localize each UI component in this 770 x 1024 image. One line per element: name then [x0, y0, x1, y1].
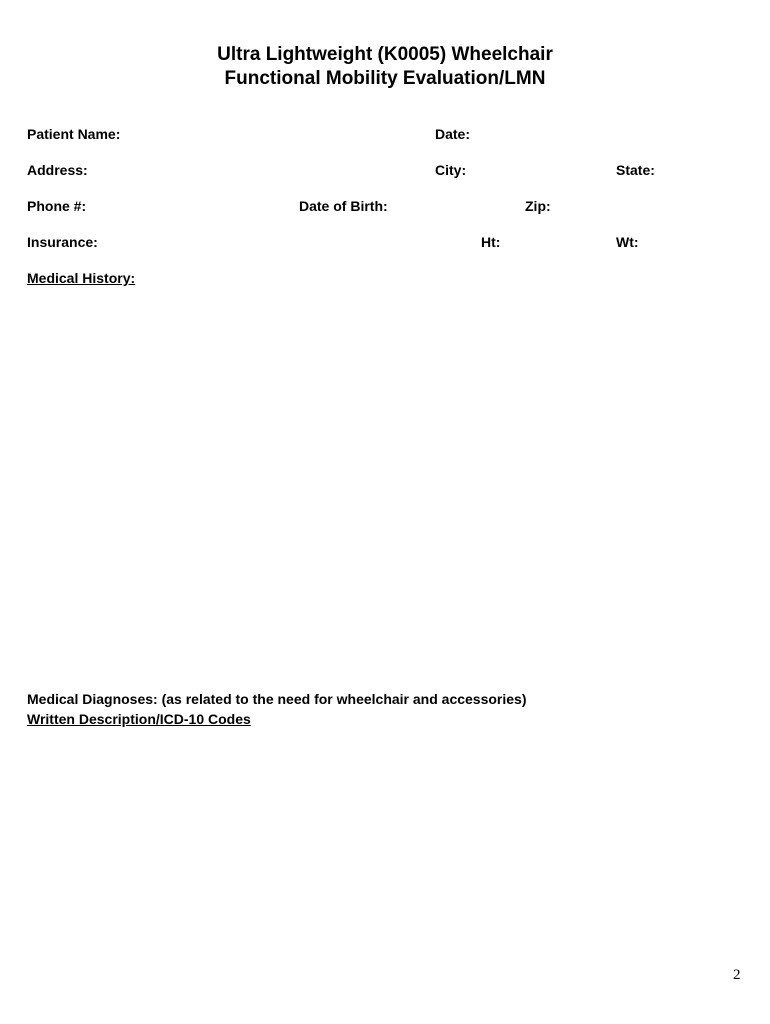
weight-label: Wt:	[616, 234, 639, 250]
city-label: City:	[435, 162, 467, 178]
written-description-heading: Written Description/ICD-10 Codes	[27, 711, 251, 727]
date-of-birth-label: Date of Birth:	[299, 198, 388, 214]
page-number: 2	[733, 967, 741, 983]
insurance-label: Insurance:	[27, 234, 98, 250]
patient-name-label: Patient Name:	[27, 126, 121, 142]
height-label: Ht:	[481, 234, 501, 250]
document-title-line1: Ultra Lightweight (K0005) Wheelchair	[217, 44, 553, 65]
medical-history-heading: Medical History:	[27, 270, 136, 286]
phone-label: Phone #:	[27, 198, 87, 214]
zip-label: Zip:	[525, 198, 551, 214]
state-label: State:	[616, 162, 655, 178]
date-label: Date:	[435, 126, 471, 142]
address-label: Address:	[27, 162, 88, 178]
medical-diagnoses-heading: Medical Diagnoses: (as related to the need for wheelchair and accessories)	[27, 691, 527, 707]
document-title-line2: Functional Mobility Evaluation/LMN	[224, 68, 546, 89]
